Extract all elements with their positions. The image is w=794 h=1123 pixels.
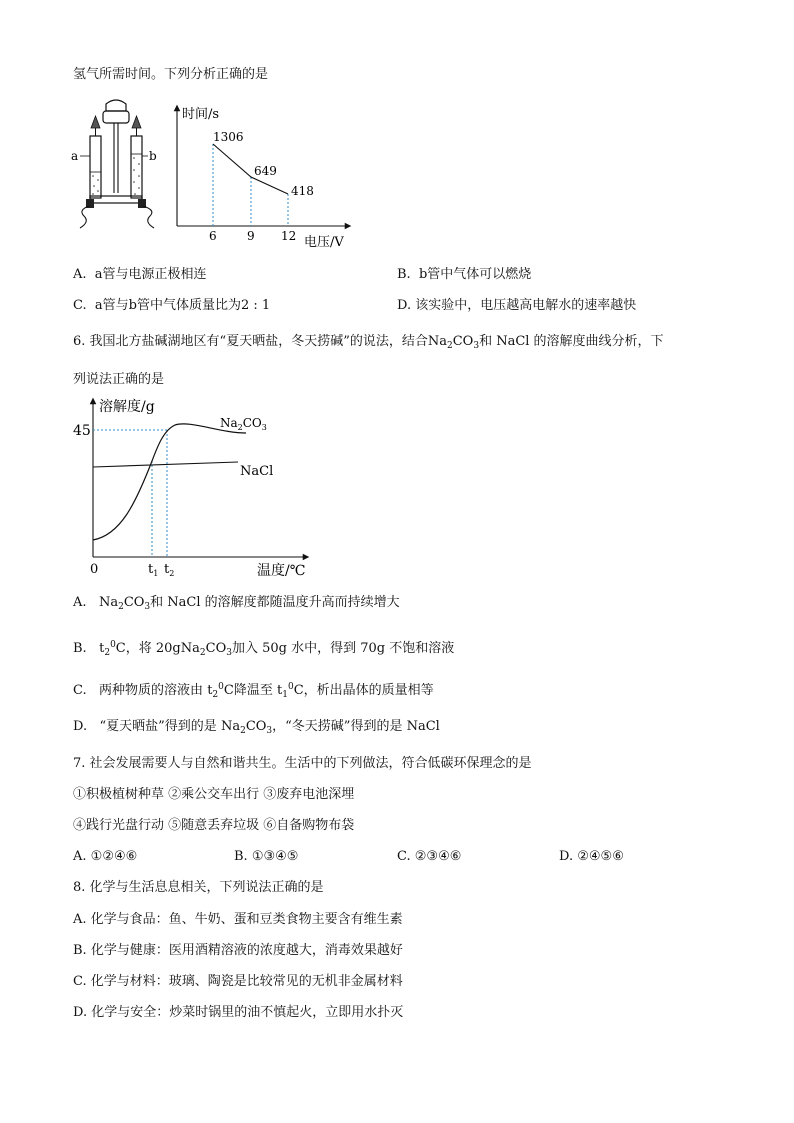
q6-option-c[interactable]: C. 两种物质的溶液由 $t_2^0C$降温至 $t_1^0C$，析出晶体的质量相等 — [73, 682, 434, 700]
q5-option-b[interactable]: B. b管中气体可以燃烧 — [397, 267, 532, 282]
q7-option-a[interactable]: A. ①②④⑥ — [73, 849, 138, 864]
x-tick-t2: $t_2$ — [164, 562, 175, 578]
q6-option-d[interactable]: D. “夏天晒盐”得到的是 $Na_2CO_3$，“冬天捞碱”得到的是 NaCl — [73, 719, 440, 736]
q5-option-c[interactable]: C. a管与b管中气体质量比为2 : 1 — [73, 298, 271, 313]
point-label-649: 649 — [254, 164, 277, 178]
x-tick-9: 9 — [247, 229, 255, 243]
connector-tube — [90, 196, 142, 203]
funnel — [106, 100, 126, 111]
q7-number: 7. — [73, 756, 86, 771]
formula-na2co3: $Na_2CO_3$ — [98, 595, 151, 612]
q7-option-c[interactable]: C. ②③④⑥ — [397, 849, 462, 864]
q6-number: 6. — [73, 334, 86, 349]
time-voltage-chart — [170, 100, 360, 250]
electrolysis-apparatus-figure — [70, 98, 170, 233]
x-tick-12: 12 — [281, 229, 297, 243]
series-label-na2co3: $Na_2CO_3$ — [220, 416, 267, 432]
q8-option-a[interactable]: A. 化学与食品：鱼、牛奶、蛋和豆类食物主要含有维生素 — [73, 912, 403, 927]
wire-b — [143, 206, 154, 228]
y-tick-45: 45 — [73, 423, 91, 439]
q5-option-a[interactable]: A. a管与电源正极相连 — [73, 267, 207, 282]
y-axis-label: 时间/s — [182, 107, 220, 122]
y-axis-label: 溶解度/g — [99, 399, 155, 415]
x-tick-6: 6 — [209, 229, 217, 243]
tube-b — [131, 136, 142, 198]
q7-option-b[interactable]: B. ①③④⑤ — [234, 849, 299, 864]
dotted-guides — [213, 144, 288, 226]
q7-items-line2: ④践行光盘行动 ⑤随意丢弃垃圾 ⑥自备购物布袋 — [73, 818, 355, 833]
x-axis-label: 温度/℃ — [257, 563, 306, 579]
q6-option-a[interactable]: A. $Na_2CO_3$和 NaCl 的溶解度都随温度升高而持续增大 — [73, 595, 400, 612]
q5-option-d[interactable]: D. 该实验中，电压越高电解水的速率越快 — [397, 298, 637, 313]
q8-number: 8. — [73, 880, 86, 895]
q8-stem: 8. 化学与生活息息相关，下列说法正确的是 — [73, 880, 324, 895]
series-label-nacl: NaCl — [240, 464, 274, 479]
point-label-1306: 1306 — [213, 130, 244, 144]
origin-label: 0 — [90, 562, 99, 577]
tube-a — [90, 136, 101, 198]
x-tick-t1: $t_1$ — [148, 562, 159, 578]
formula-na2co3: $Na_2CO_3$ — [180, 641, 232, 658]
funnel-reservoir — [103, 111, 129, 123]
water-dots — [92, 157, 140, 195]
q6-option-b[interactable]: B. $t_2^0C$，将 $20gNa_2CO_3$加入 50g 水中，得到 70g 不饱和溶液 — [73, 640, 455, 658]
wire-a — [80, 206, 89, 228]
q8-option-d[interactable]: D. 化学与安全：炒菜时锅里的油不慎起火，立即用水扑灭 — [73, 1005, 404, 1020]
q7-option-d[interactable]: D. ②④⑤⑥ — [559, 849, 624, 864]
stopcock-b — [132, 116, 141, 128]
label-a: a — [71, 149, 79, 163]
x-axis-label: 电压/V — [304, 235, 344, 250]
formula-na2co3: $Na_2CO_3$ — [427, 334, 480, 351]
na2co3-curve — [93, 424, 246, 540]
q6-stem-line1: 6. 我国北方盐碱湖地区有“夏天晒盐，冬天捞碱”的说法，结合$Na_2CO_3$和 NaCl 的溶解度曲线分析，下 — [73, 334, 664, 351]
q5-stem-tail: 氢气所需时间。下列分析正确的是 — [73, 67, 269, 82]
formula-na2co3: $Na_2CO_3$ — [220, 719, 273, 736]
stopcock-a — [91, 116, 100, 128]
solubility-chart — [73, 395, 320, 585]
q8-option-b[interactable]: B. 化学与健康：医用酒精溶液的浓度越大，消毒效果越好 — [73, 943, 403, 958]
q6-stem-line2: 列说法正确的是 — [73, 372, 165, 387]
label-b: b — [149, 149, 157, 163]
point-label-418: 418 — [291, 184, 314, 198]
q7-stem: 7. 社会发展需要人与自然和谐共生。生活中的下列做法，符合低碳环保理念的是 — [73, 756, 532, 771]
dotted-guides — [93, 430, 167, 557]
nacl-curve — [93, 462, 238, 467]
q7-items-line1: ①积极植树种草 ②乘公交车出行 ③废弃电池深埋 — [73, 787, 355, 802]
q8-option-c[interactable]: C. 化学与材料：玻璃、陶瓷是比较常见的无机非金属材料 — [73, 974, 403, 989]
